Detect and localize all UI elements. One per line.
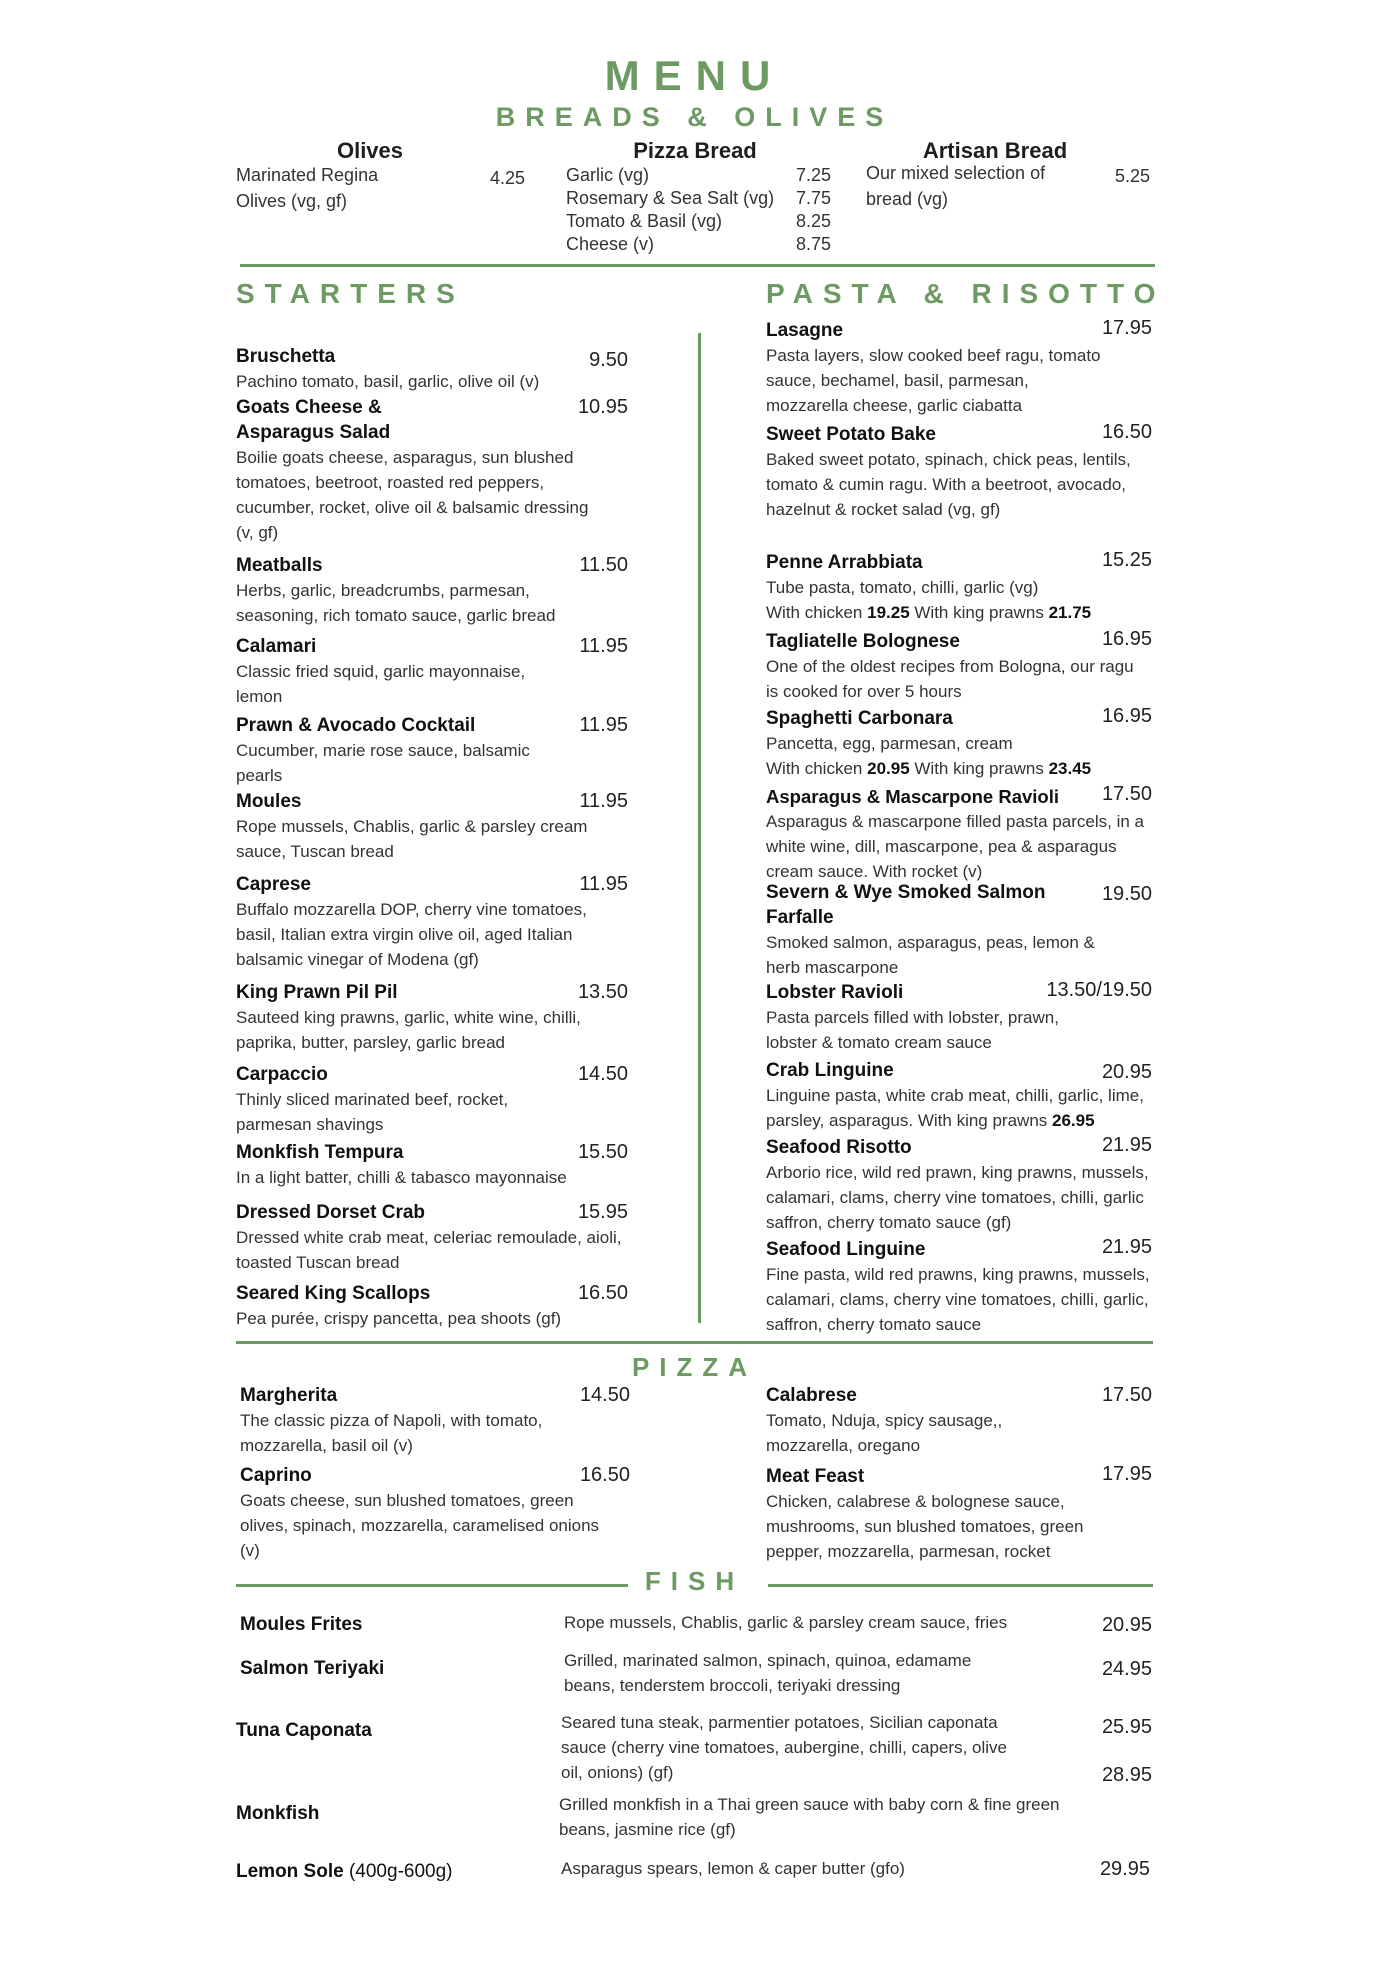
page-title: MENU xyxy=(604,52,785,99)
pizza-bread-list xyxy=(566,163,831,255)
starter-item: Meatballs Herbs, garlic, breadcrumbs, parmesan, seasoning, rich tomato sauce, garlic bread 11.50 xyxy=(236,554,628,625)
olives-price: 4.25 xyxy=(489,168,525,188)
divider xyxy=(236,1341,1153,1344)
pasta-item: Penne Arrabbiata Tube pasta, tomato, chilli, garlic (vg) With chicken 19.25 With king prawns 21.75 15.25 xyxy=(766,549,1152,622)
pizza-bread-item: Cheese (v) 8.75 xyxy=(566,234,831,254)
artisan-line2: bread (vg) xyxy=(866,189,949,209)
pizza-item: Margherita The classic pizza of Napoli, with tomato, mozzarella, basil oil (v) 14.50 xyxy=(240,1384,630,1455)
olives-line1: Marinated Regina xyxy=(236,165,379,185)
starter-item: Prawn & Avocado Cocktail Cucumber, marie rose sauce, balsamic pearls 11.95 xyxy=(236,714,628,785)
pizza-bread-item: Tomato & Basil (vg) 8.25 xyxy=(566,211,831,231)
olives-title: Olives xyxy=(336,138,404,163)
pizza-heading: PIZZA xyxy=(631,1352,758,1382)
pizza-item: Caprino Goats cheese, sun blushed tomatoes, green olives, spinach, mozzarella, caramelised onions (v) 16.50 xyxy=(240,1464,630,1560)
divider xyxy=(768,1584,1153,1587)
starter-item: Seared King Scallops Pea purée, crispy pancetta, pea shoots (gf) 16.50 xyxy=(236,1282,628,1328)
starter-item: Goats Cheese & Asparagus Salad Boilie goats cheese, asparagus, sun blushed tomatoes, beetroot, roasted red peppers, cucumber, rocket, olive oil & balsamic dressing (v, gf) 10.95 xyxy=(236,396,628,542)
column-divider xyxy=(698,333,701,1323)
starter-item: Bruschetta Pachino tomato, basil, garlic, olive oil (v) 9.50 xyxy=(236,346,628,391)
artisan-price: 5.25 xyxy=(1114,166,1150,186)
starter-item: Carpaccio Thinly sliced marinated beef, rocket, parmesan shavings 14.50 xyxy=(236,1063,628,1134)
pasta-item: Severn & Wye Smoked Salmon Farfalle Smoked salmon, asparagus, peas, lemon & herb mascarpone 19.50 xyxy=(766,882,1152,977)
pasta-item: Sweet Potato Bake Baked sweet potato, spinach, chick peas, lentils, tomato & cumin ragu. With a beetroot, avocado, hazelnut & rocket salad (vg, gf) 16.50 xyxy=(766,421,1152,519)
pasta-item: Asparagus & Mascarpone Ravioli Asparagus & mascarpone filled pasta parcels, in a white wine, dill, mascarpone, pea & asparagus cream sauce. With rocket (v) 17.50 xyxy=(766,783,1152,881)
pasta-item: Seafood Linguine Fine pasta, wild red prawns, king prawns, mussels, calamari, clams, cherry vine tomatoes, chilli, garlic, saffron, cherry tomato sauce 21.95 xyxy=(766,1236,1152,1334)
pizza-bread-item: Garlic (vg) 7.25 xyxy=(566,165,831,185)
divider xyxy=(240,264,1155,267)
starter-item: Monkfish Tempura In a light batter, chilli & tabasco mayonnaise 15.50 xyxy=(236,1141,628,1187)
starter-item: King Prawn Pil Pil Sauteed king prawns, garlic, white wine, chilli, paprika, butter, parsley, garlic bread 13.50 xyxy=(236,981,628,1052)
pasta-item: Seafood Risotto Arborio rice, wild red prawn, king prawns, mussels, calamari, clams, cherry vine tomatoes, chilli, garlic saffron, cherry tomato sauce (gf) 21.95 xyxy=(766,1134,1152,1232)
pizza-bread-item: Rosemary & Sea Salt (vg) 7.75 xyxy=(566,188,831,208)
artisan-line1: Our mixed selection of xyxy=(866,163,1046,183)
pasta-item: Spaghetti Carbonara Pancetta, egg, parmesan, cream With chicken 20.95 With king prawns 23.45 16.95 xyxy=(766,705,1152,778)
starter-item: Caprese Buffalo mozzarella DOP, cherry vine tomatoes, basil, Italian extra virgin olive oil, aged Italian balsamic vinegar of Modena (gf) 11.95 xyxy=(236,873,628,969)
artisan-bread-title: Artisan Bread xyxy=(922,138,1068,163)
fish-heading: FISH xyxy=(644,1566,745,1596)
starter-item: Dressed Dorset Crab Dressed white crab meat, celeriac remoulade, aioli, toasted Tuscan bread 15.95 xyxy=(236,1201,628,1272)
pizza-item: Meat Feast Chicken, calabrese & bolognese sauce, mushrooms, sun blushed tomatoes, green pepper, mozzarella, parmesan, rocket 17.95 xyxy=(766,1463,1152,1561)
breads-olives-heading: BREADS & OLIVES xyxy=(495,102,894,132)
pizza-bread-title: Pizza Bread xyxy=(633,138,757,163)
starters-heading: STARTERS xyxy=(236,278,465,309)
pasta-heading: PASTA & RISOTTO xyxy=(766,278,1166,309)
starter-item: Calamari Classic fried squid, garlic mayonnaise, lemon 11.95 xyxy=(236,635,628,706)
pasta-item: Tagliatelle Bolognese One of the oldest recipes from Bologna, our ragu is cooked for over 5 hours 16.95 xyxy=(766,628,1152,701)
pizza-item: Calabrese Tomato, Nduja, spicy sausage,, mozzarella, oregano 17.50 xyxy=(766,1384,1152,1455)
pasta-item: Lasagne Pasta layers, slow cooked beef ragu, tomato sauce, bechamel, basil, parmesan, mozzarella cheese, garlic ciabatta 17.95 xyxy=(766,317,1152,415)
pasta-item: Crab Linguine Linguine pasta, white crab meat, chilli, garlic, lime, parsley, asparagus. With king prawns 26.95 20.95 xyxy=(766,1060,1152,1130)
pasta-item: Lobster Ravioli Pasta parcels filled with lobster, prawn, lobster & tomato cream sauce 13.50/19.50 xyxy=(766,979,1152,1052)
olives-line2: Olives (vg, gf) xyxy=(236,191,348,211)
starter-item: Moules Rope mussels, Chablis, garlic & parsley cream sauce, Tuscan bread 11.95 xyxy=(236,790,628,861)
